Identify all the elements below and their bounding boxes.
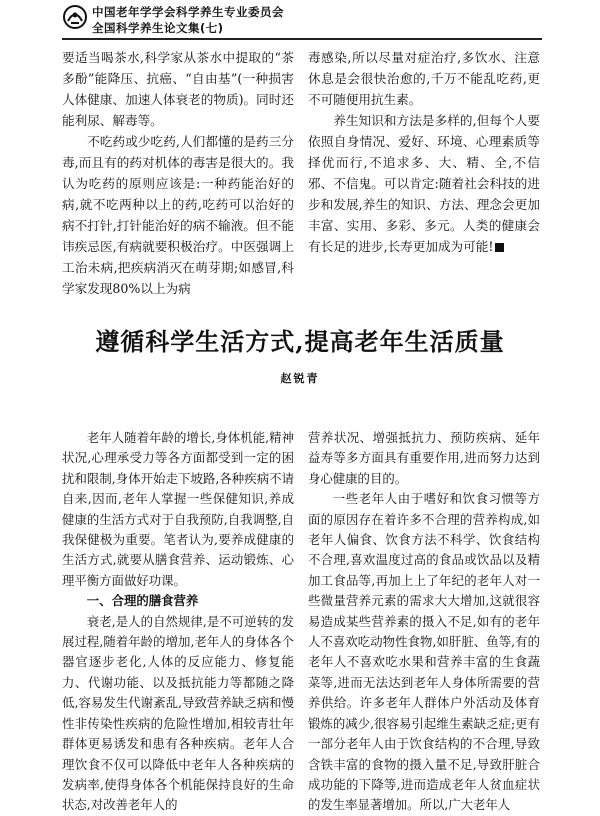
paragraph: 老年人随着年龄的增长,身体机能,精神状况,心理承受力等各方面都受到一定的困扰和限制,身体开始走下坡路,各种疾病不请自来,因而,老年人掌握一些保健知识,养成健康的生活方式对于自我预防,自我调整,自我保健极为重要。笔者认为,要养成健康的生活方式,就要从膳食营养、运动锻炼、心理平衡方面做好功课。 — [62, 430, 294, 588]
society-logo-icon — [62, 4, 88, 30]
paragraph: 不吃药或少吃药,人们都懂的是药三分毒,而且有的药对机体的毒害是很大的。我认为吃药的原则应该是:一种药能治好的病,就不吃两种以上的药,吃药可以治好的病不打针,打针能治好的病不输液。但不能讳疾忌医,有病就要积极治疗。中医强调上工治未病,把疾病消灭在萌芽期;如感冒,科学家发现80%以上为病 — [62, 134, 294, 296]
page-header — [0, 0, 600, 40]
paragraph — [308, 110, 540, 257]
article-author: 赵锐青 — [280, 372, 320, 385]
previous-article-column-left — [62, 47, 294, 299]
paragraph: 毒感染,所以尽量对症治疗,多饮水、注意休息是会很快治愈的,千万不能乱吃药,更不可随便用抗生素。 — [308, 50, 540, 107]
end-of-article-mark — [495, 243, 504, 252]
article-column-left — [62, 428, 294, 816]
paragraph: 营养状况、增强抵抗力、预防疾病、延年益寿等多方面具有重要作用,进而努力达到身心健康的目的。 — [308, 430, 540, 486]
header-collection-name: 全国科学养生论文集(七) — [92, 21, 224, 35]
article-column-right — [308, 428, 540, 816]
previous-article-column-right — [308, 47, 540, 257]
paragraph: 衰老,是人的自然规律,是不可逆转的发展过程,随着年龄的增加,老年人的身体各个器官逐步老化,人体的反应能力、修复能力、代谢功能、以及抵抗能力等都随之降低,容易发生代谢紊乱,导致营养缺乏病和慢性非传染性疾病的危险性增加,相较青壮年群体更易诱发和患有各种疾病。老年人合理饮食不仅可以降低中老年人各种疾病的发病率,使得身体各个机能保持良好的生命状态,对改善老年人的 — [62, 613, 294, 813]
header-society-name: 中国老年学学会科学养生专业委员会 — [92, 5, 284, 19]
paragraph: 要适当喝茶水,科学家从茶水中提取的“茶多酚”能降压、抗癌、“自由基”(一种损害人体健康、加速人体衰老的物质)。同时还能利尿、解毒等。 — [62, 50, 294, 128]
header-divider — [62, 38, 542, 40]
article-title: 遵循科学生活方式,提高老年生活质量 — [95, 327, 505, 356]
paragraph: 一些老年人由于嗜好和饮食习惯等方面的原因存在着许多不合理的营养构成,如老年人偏食、饮食方法不科学、饮食结构不合理,喜欢温度过高的食品或饮品以及精加工食品等,再加上上了年纪的老年人对一些微量营养元素的需求大大增加,这就很容易造成某些营养素的摄入不足,如有的老年人不喜欢吃动物性食物,如肝脏、鱼等,有的老年人不喜欢吃水果和营养丰富的生食蔬菜等,进而无法达到老年人身体所需要的营养供给。许多老年人群体户外活动及体育锻炼的减少,很容易引起维生素缺乏症;更有一部分老年人由于饮食结构的不合理,导致含铁丰富的食物的摄入量不足,导致肝脏合成功能的下降等,进而造成老年人贫血症状的发生率显著增加。所以,广大老年人 — [308, 491, 540, 813]
section-heading: 一、合理的膳食营养 — [86, 593, 199, 609]
paragraph-text: 养生知识和方法是多样的,但每个人要依照自身情况、爱好、环境、心理素质等择优而行,不追求多、大、精、全,不信邪、不信鬼。可以肯定:随着社会科技的进步和发展,养生的知识、方法、理念会更加丰富、实用、多彩、多元。人类的健康会有长足的进步,长寿更加成为可能! — [308, 113, 540, 254]
